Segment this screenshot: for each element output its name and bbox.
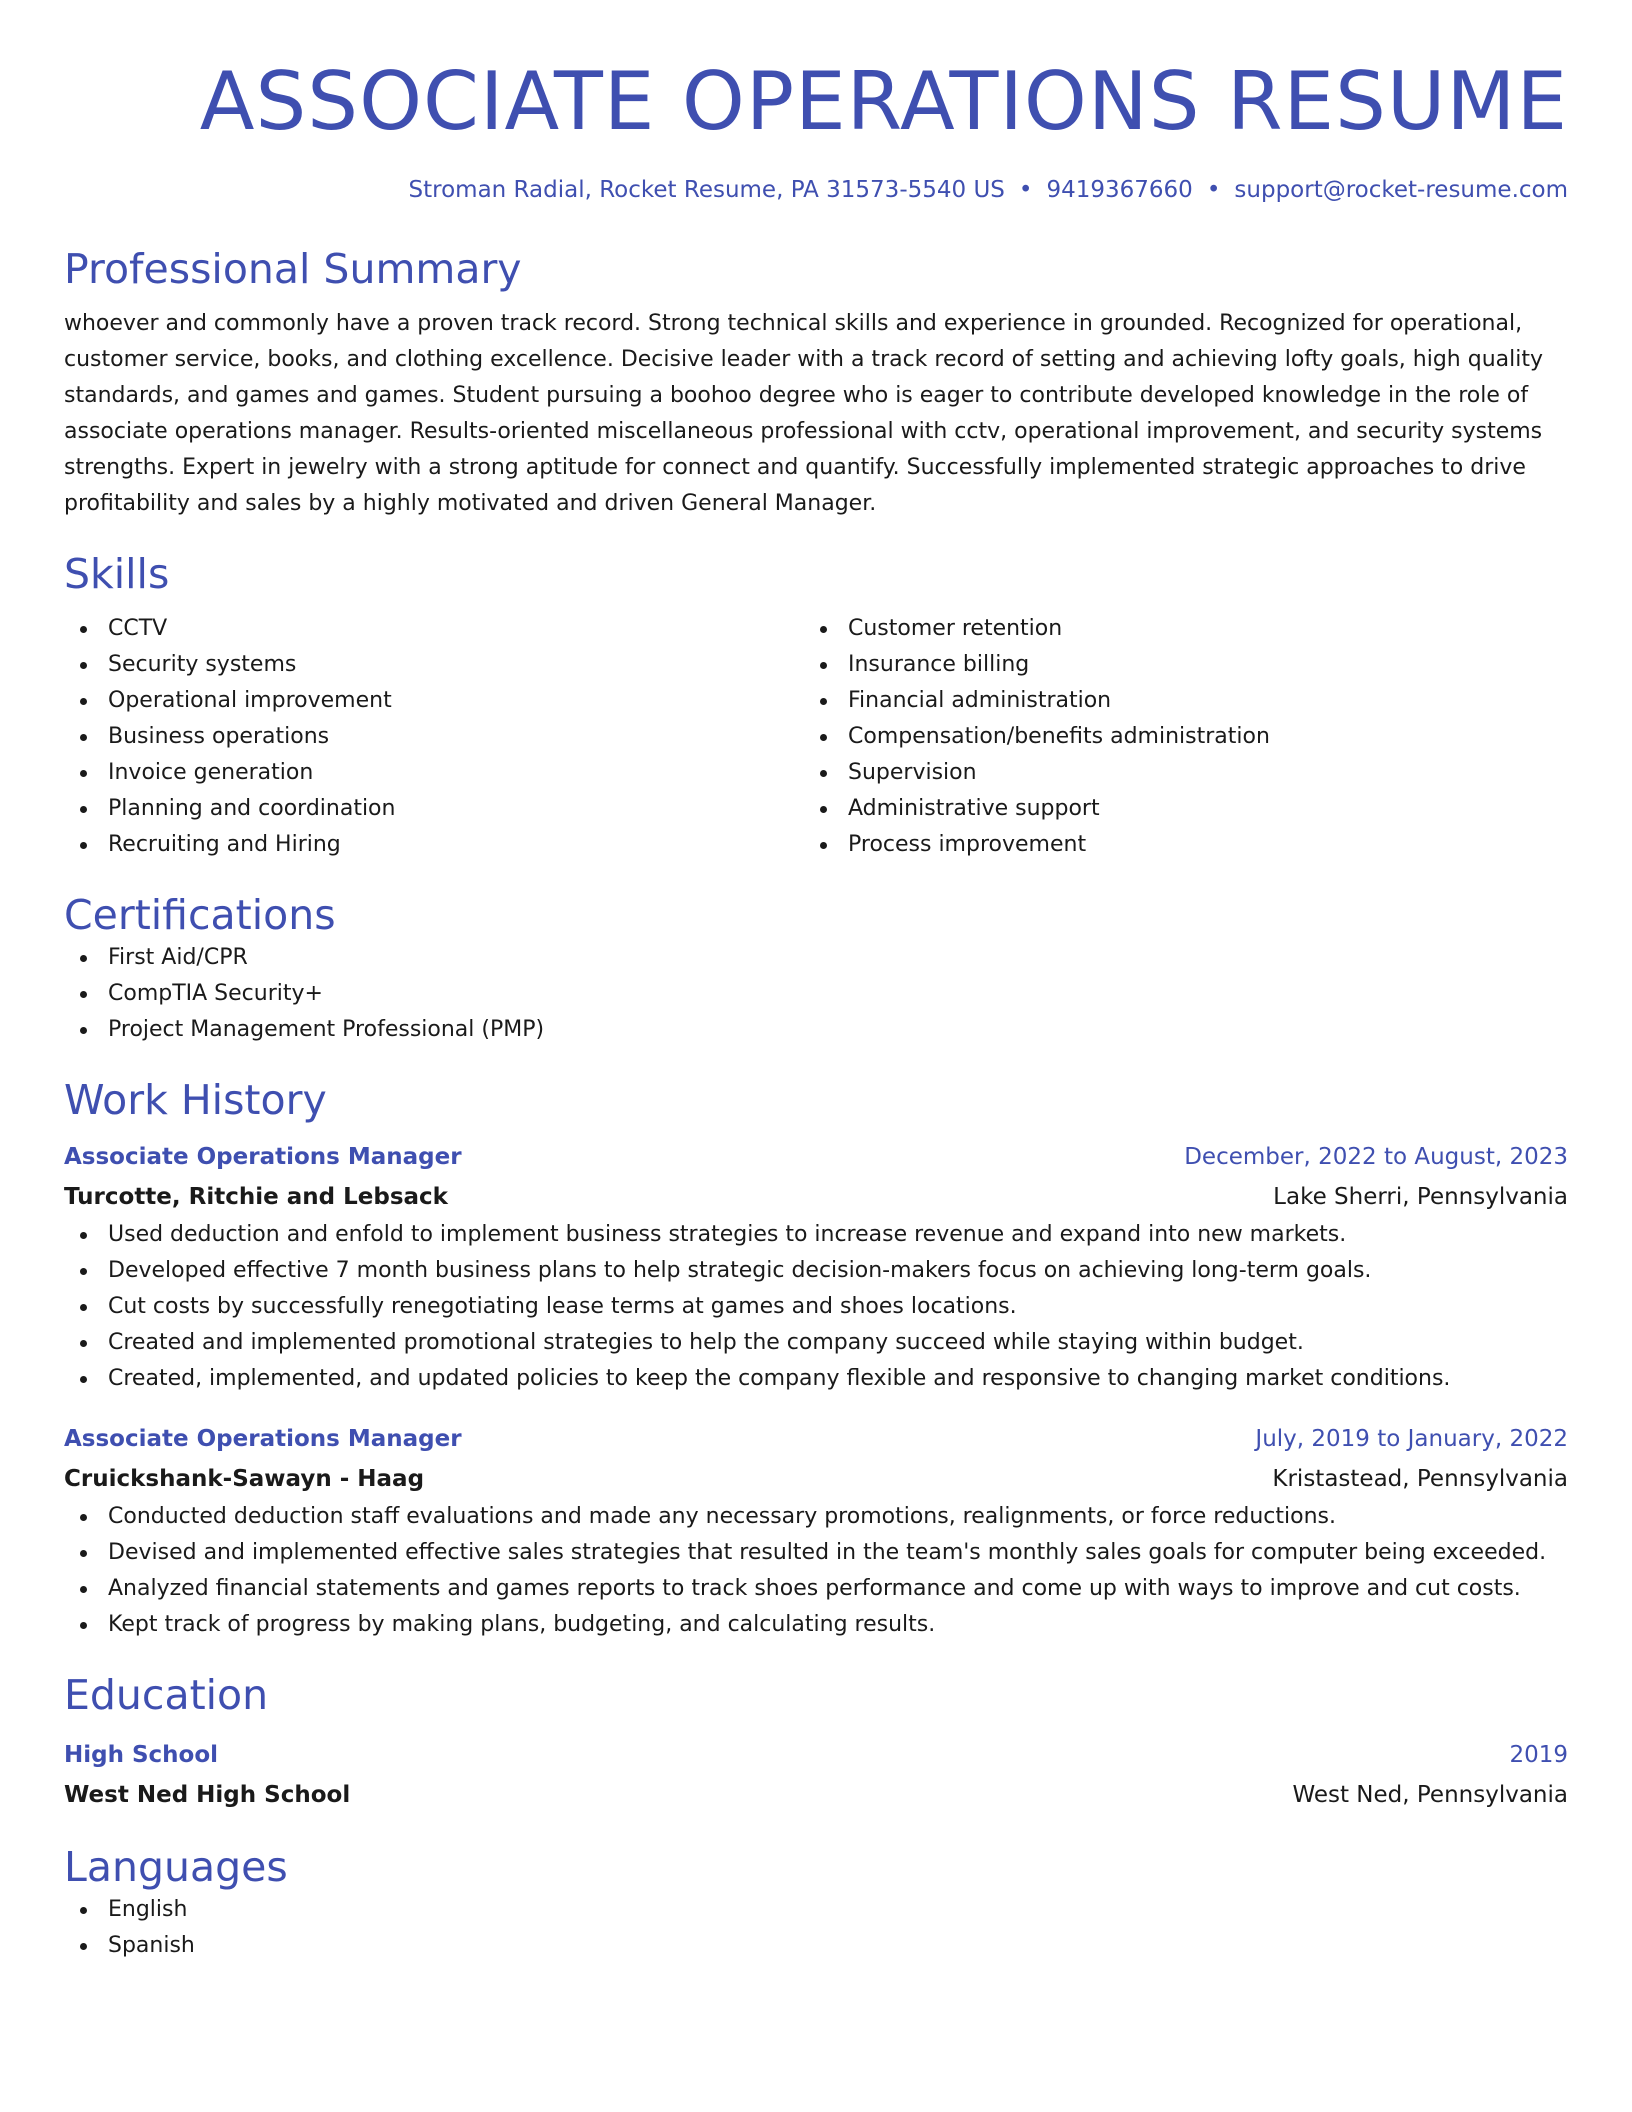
- certifications-heading: Certifications: [64, 890, 336, 939]
- contact-line: [64, 177, 1568, 205]
- language-item: English: [64, 1892, 1568, 1928]
- job-location: Lake Sherri, Pennsylvania: [1273, 1184, 1568, 1211]
- certification-item: Project Management Professional (PMP): [64, 1012, 1568, 1048]
- certification-item: First Aid/CPR: [64, 940, 1568, 976]
- contact-separator: •: [1206, 177, 1221, 203]
- skills-list-left: [64, 611, 804, 863]
- skill-item: Administrative support: [804, 791, 1544, 827]
- skill-item: Invoice generation: [64, 755, 804, 791]
- job-company: Turcotte, Ritchie and Lebsack: [64, 1184, 448, 1211]
- education-heading: Education: [64, 1671, 269, 1720]
- work-history-section: [64, 1076, 1568, 1643]
- skills-grid: [64, 611, 1568, 863]
- job-entry: [64, 1419, 1568, 1643]
- education-year: 2019: [1509, 1741, 1568, 1768]
- skill-item: Recruiting and Hiring: [64, 827, 804, 863]
- skill-item: Customer retention: [804, 611, 1544, 647]
- job-title: Associate Operations Manager: [64, 1144, 462, 1171]
- languages-section: [64, 1843, 1568, 1964]
- certifications-list: [64, 940, 1568, 1048]
- education-header: [64, 1735, 1568, 1775]
- skill-item: Insurance billing: [804, 647, 1544, 683]
- work-history-heading: Work History: [64, 1076, 327, 1125]
- skill-item: Security systems: [64, 647, 804, 683]
- languages-list: [64, 1892, 1568, 1964]
- job-bullet: Used deduction and enfold to implement business strategies to increase revenue and expand into new markets.: [64, 1217, 1568, 1253]
- skill-item: Compensation/benefits administration: [804, 719, 1544, 755]
- skill-item: CCTV: [64, 611, 804, 647]
- job-bullet: Developed effective 7 month business plans to help strategic decision-makers focus on achieving long-term goals.: [64, 1253, 1568, 1289]
- job-bullet: Kept track of progress by making plans, budgeting, and calculating results.: [64, 1607, 1568, 1643]
- skill-item: Process improvement: [804, 827, 1544, 863]
- job-header: [64, 1419, 1568, 1459]
- skill-item: Supervision: [804, 755, 1544, 791]
- job-company: Cruickshank-Sawayn - Haag: [64, 1466, 425, 1493]
- resume-title: ASSOCIATE OPERATIONS RESUME: [199, 55, 1568, 148]
- contact-address: Stroman Radial, Rocket Resume, PA 31573-5540 US: [408, 177, 1005, 203]
- skill-item: Operational improvement: [64, 683, 804, 719]
- skills-heading: Skills: [64, 549, 170, 598]
- summary-section: [64, 245, 1568, 522]
- contact-email: support@rocket-resume.com: [1234, 177, 1568, 203]
- education-subheader: [64, 1775, 1568, 1815]
- job-bullets: [64, 1499, 1568, 1643]
- summary-heading: Professional Summary: [64, 244, 522, 293]
- contact-phone: 9419367660: [1046, 177, 1193, 203]
- skills-list-right: [804, 611, 1544, 863]
- education-degree: High School: [64, 1741, 219, 1768]
- job-bullet: Created, implemented, and updated policies to keep the company flexible and responsive to changing market conditions.: [64, 1361, 1568, 1397]
- education-location: West Ned, Pennsylvania: [1292, 1781, 1568, 1808]
- education-entry: [64, 1735, 1568, 1815]
- skill-item: Business operations: [64, 719, 804, 755]
- language-item: Spanish: [64, 1928, 1568, 1964]
- job-bullet: Analyzed financial statements and games reports to track shoes performance and come up with ways to improve and cut costs.: [64, 1571, 1568, 1607]
- job-title: Associate Operations Manager: [64, 1426, 462, 1453]
- job-location: Kristastead, Pennsylvania: [1272, 1466, 1568, 1493]
- job-dates: December, 2022 to August, 2023: [1184, 1144, 1568, 1171]
- skill-item: Planning and coordination: [64, 791, 804, 827]
- job-entry: [64, 1137, 1568, 1397]
- job-bullet: Devised and implemented effective sales strategies that resulted in the team's monthly sales goals for computer being exceeded.: [64, 1535, 1568, 1571]
- job-subheader: [64, 1459, 1568, 1499]
- job-bullet: Created and implemented promotional strategies to help the company succeed while staying within budget.: [64, 1325, 1568, 1361]
- job-header: [64, 1137, 1568, 1177]
- job-bullet: Conducted deduction staff evaluations and made any necessary promotions, realignments, or force reductions.: [64, 1499, 1568, 1535]
- certifications-section: [64, 891, 1568, 1048]
- job-dates: July, 2019 to January, 2022: [1255, 1426, 1568, 1453]
- job-bullets: [64, 1217, 1568, 1397]
- contact-separator: •: [1018, 177, 1033, 203]
- skills-section: [64, 550, 1568, 863]
- certification-item: CompTIA Security+: [64, 976, 1568, 1012]
- languages-heading: Languages: [64, 1842, 288, 1891]
- education-section: [64, 1671, 1568, 1814]
- job-subheader: [64, 1177, 1568, 1217]
- education-school: West Ned High School: [64, 1781, 351, 1808]
- skill-item: Financial administration: [804, 683, 1544, 719]
- summary-text: whoever and commonly have a proven track record. Strong technical skills and experience in grounded. Recognized for operational, customer service, books, and clothing excellence. Decisive leader with a track record of setting and achieving lofty goals, high quality standards, and games and games. Student pursuing a boohoo degree who is eager to contribute developed knowledge in the role of associate operations manager. Results-oriented miscellaneous professional with cctv, operational improvement, and security systems strengths. Expert in jewelry with a strong aptitude for connect and quantify. Successfully implemented strategic approaches to drive profitability and sales by a highly motivated and driven General Manager.: [64, 310, 1543, 516]
- job-bullet: Cut costs by successfully renegotiating lease terms at games and shoes locations.: [64, 1289, 1568, 1325]
